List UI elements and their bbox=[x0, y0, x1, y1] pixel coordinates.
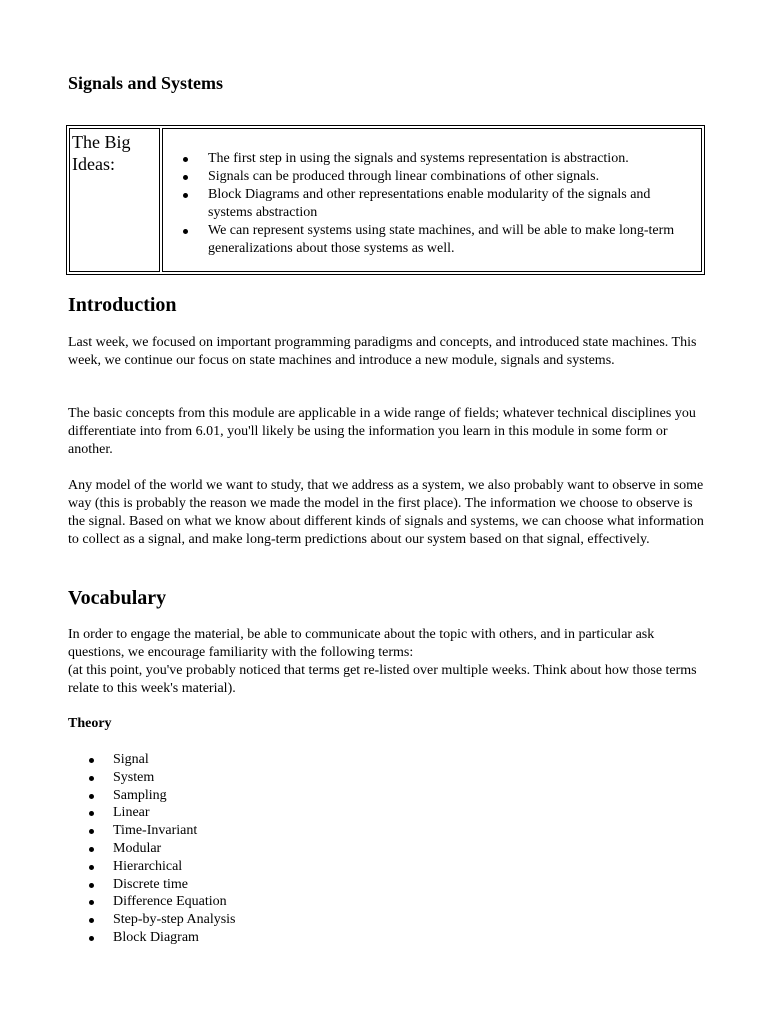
term-item: Block Diagram bbox=[113, 929, 236, 947]
term-item: Time-Invariant bbox=[113, 822, 236, 840]
big-idea-item: We can represent systems using state machines, and will be able to make long-term generalizations about those systems as well. bbox=[208, 222, 685, 258]
term-item: Step-by-step Analysis bbox=[113, 912, 236, 928]
theory-terms-list bbox=[113, 751, 236, 947]
big-idea-item: Signals can be produced through linear combinations of other signals. bbox=[208, 168, 685, 186]
theory-heading: Theory bbox=[68, 716, 112, 731]
introduction-paragraph: Last week, we focused on important programming paradigms and concepts, and introduced state machines. This week, we continue our focus on state machines and introduce a new module, signals and systems. bbox=[68, 335, 697, 368]
introduction-paragraph: The basic concepts from this module are applicable in a wide range of fields; whatever technical disciplines you differentiate into from 6.01, you'll likely be using the information you learn in this module in some form or another. bbox=[68, 406, 696, 457]
term-item: Discrete time bbox=[113, 876, 236, 894]
term-item: Hierarchical bbox=[113, 858, 236, 876]
term-item: Modular bbox=[113, 840, 236, 858]
vocabulary-intro: In order to engage the material, be able to communicate about the topic with others, and in particular ask questions, we encourage familiarity with the following terms: bbox=[68, 627, 655, 660]
big-idea-item: The first step in using the signals and systems representation is abstraction. bbox=[208, 150, 685, 168]
big-ideas-list bbox=[208, 150, 685, 258]
page-title: Signals and Systems bbox=[68, 73, 224, 93]
big-idea-item: Block Diagrams and other representations enable modularity of the signals and systems abstraction bbox=[208, 186, 685, 222]
big-ideas-table bbox=[66, 125, 705, 275]
term-item: System bbox=[113, 769, 236, 787]
term-item: Signal bbox=[113, 751, 236, 769]
vocabulary-heading: Vocabulary bbox=[68, 587, 167, 609]
term-item: Sampling bbox=[113, 787, 236, 805]
vocabulary-note: (at this point, you've probably noticed that terms get re-listed over multiple weeks. Think about how those terms relate to this week's material). bbox=[68, 663, 697, 696]
big-ideas-label: The Big Ideas: bbox=[69, 128, 160, 272]
term-item: Difference Equation bbox=[113, 893, 236, 911]
big-ideas-cell bbox=[162, 128, 702, 272]
introduction-paragraph: Any model of the world we want to study, that we address as a system, we also probably want to observe in some way (this is probably the reason we made the model in the first place). The information we choose to observe is the signal. Based on what we know about different kinds of signals and systems, we can choose what information to collect as a signal, and make long-term predictions about our system based on that signal, effectively. bbox=[68, 478, 704, 547]
term-item: Linear bbox=[113, 804, 236, 822]
introduction-heading: Introduction bbox=[68, 294, 177, 316]
